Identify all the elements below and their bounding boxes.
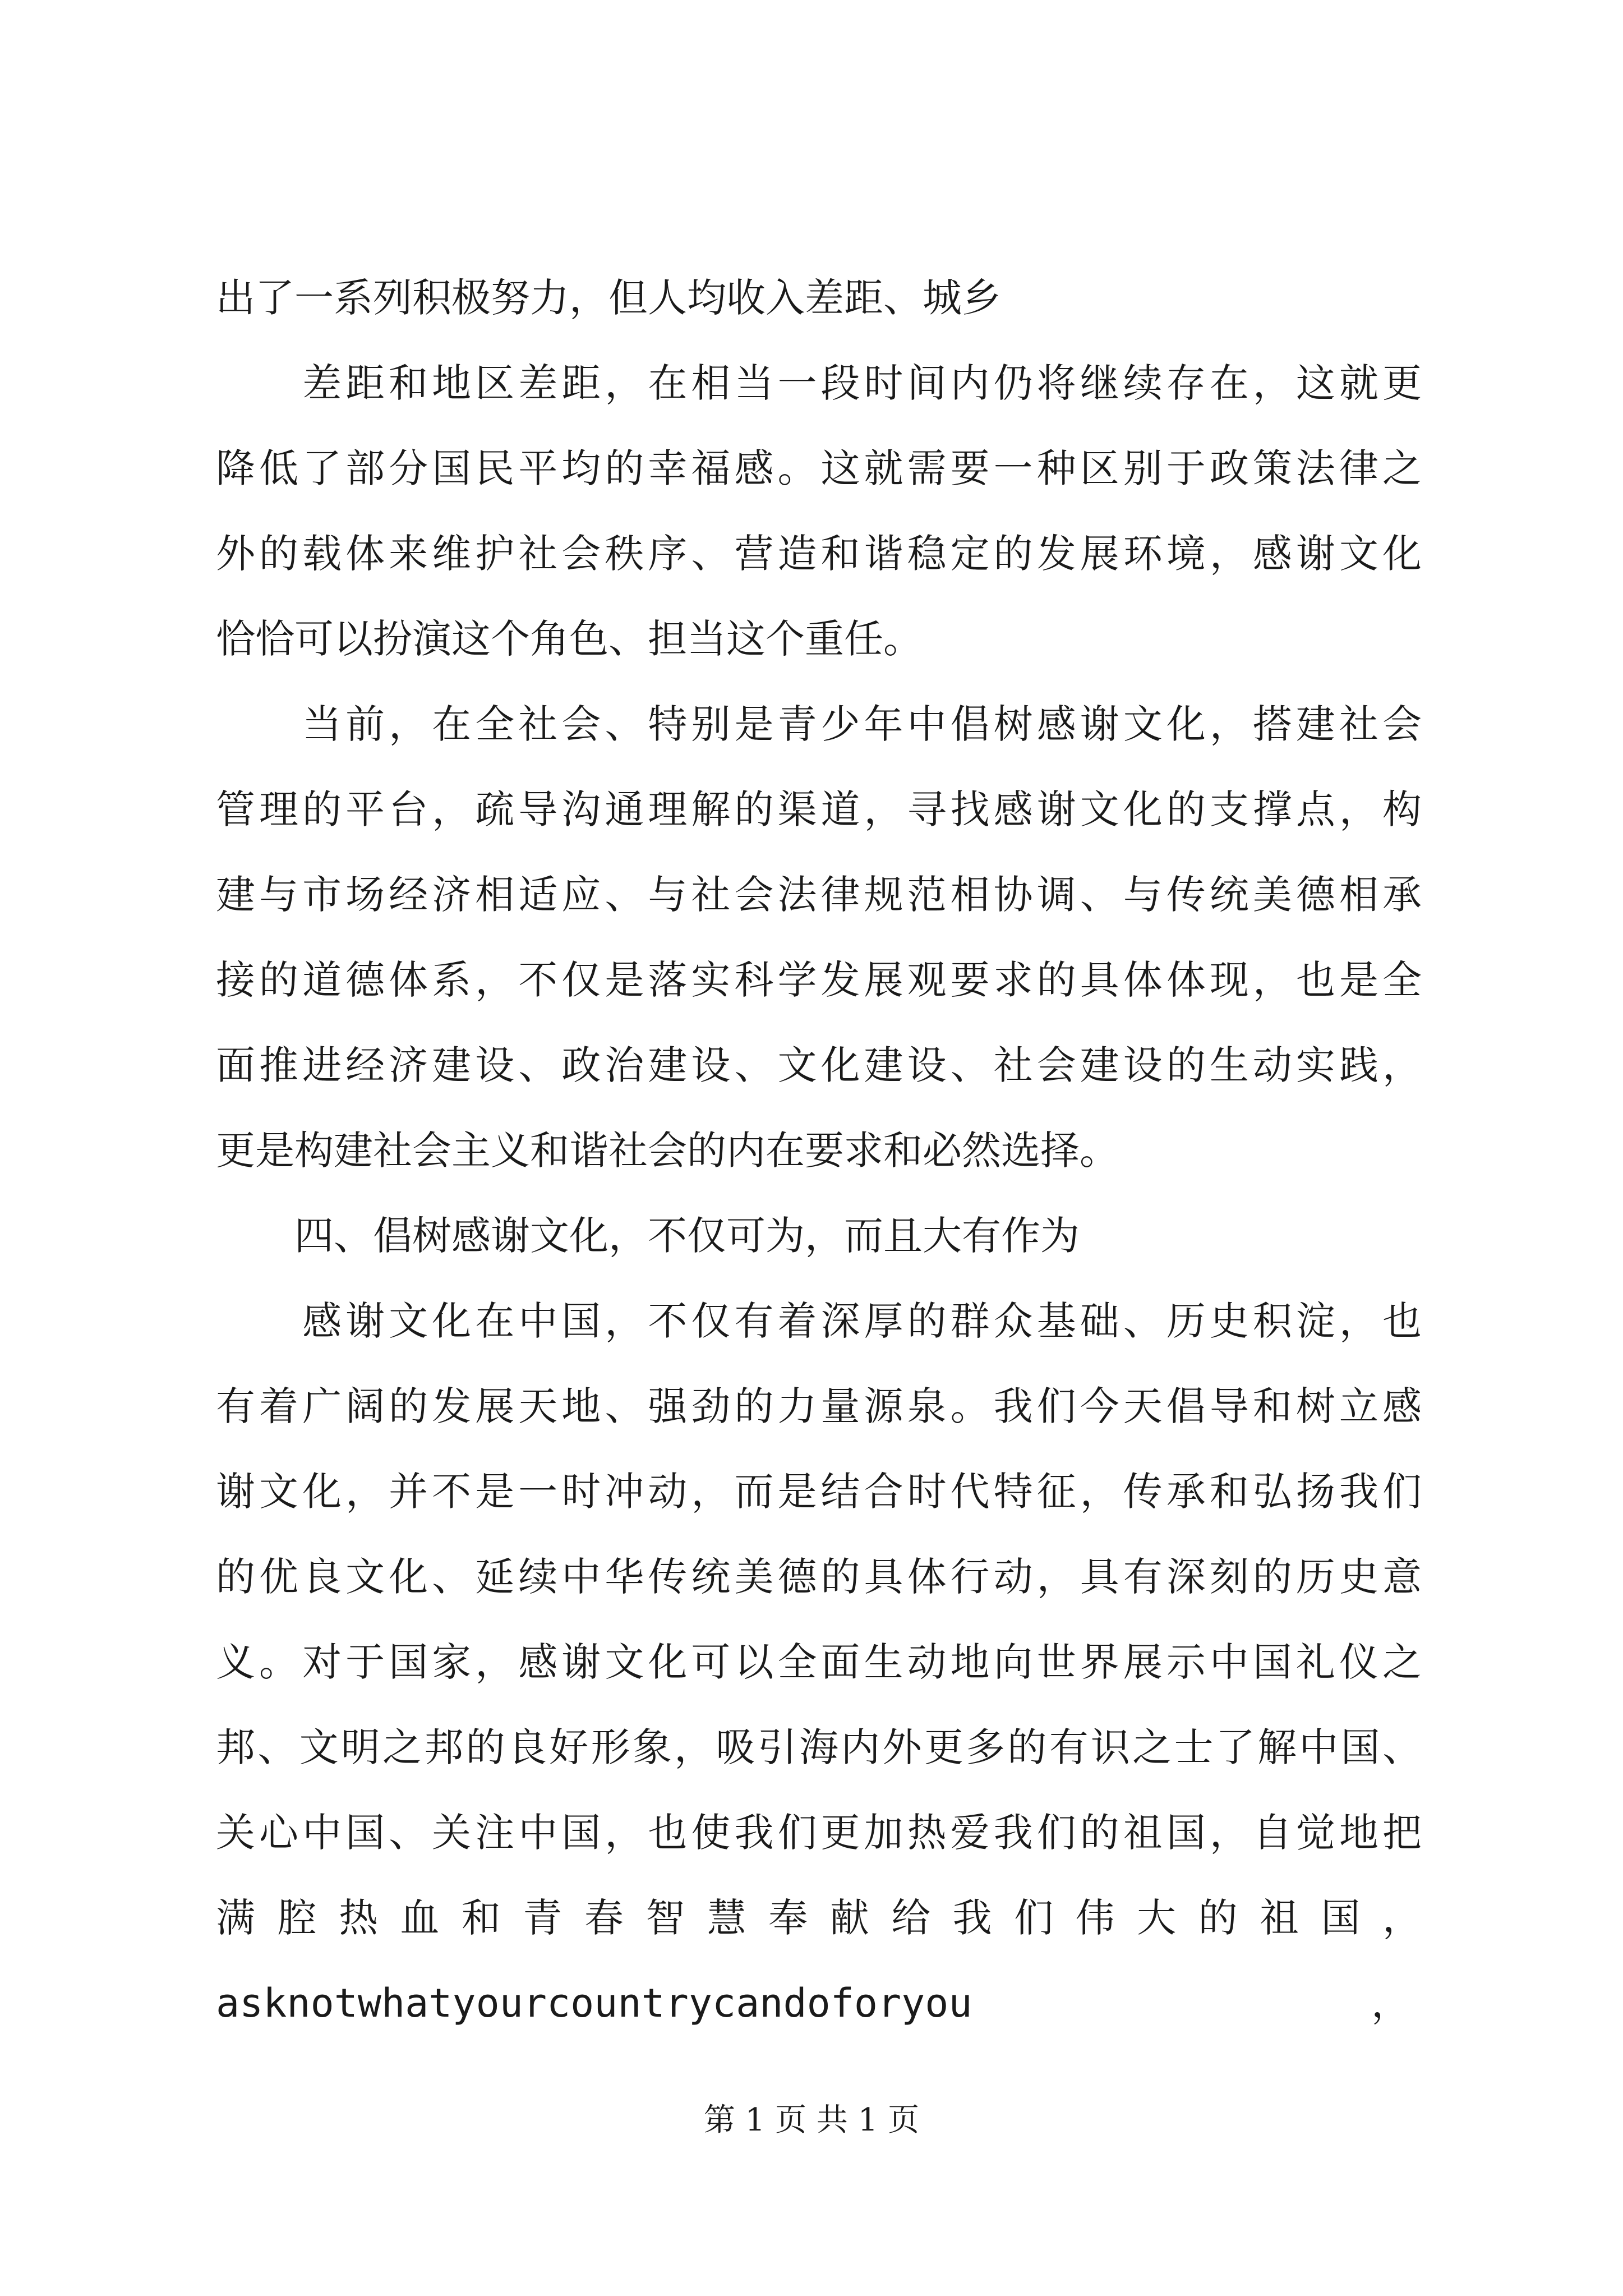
text-line: 降低了部分国民平均的幸福感。这就需要一种区别于政策法律之 [216, 445, 1422, 491]
page-footer: 第 1 页 共 1 页 [703, 2102, 920, 2138]
text-line: 外的载体来维护社会秩序、营造和谐稳定的发展环境，感谢文化 [216, 531, 1422, 577]
section-heading: 四、倡树感谢文化，不仅可为，而且大有作为 [216, 1213, 1080, 1259]
text-line: 面推进经济建设、政治建设、文化建设、社会建设的生动实践， [216, 1042, 1422, 1088]
text-line: 差距和地区差距，在相当一段时间内仍将继续存在，这就更 [216, 360, 1422, 406]
english-text: asknotwhatyourcountrycandoforyou [216, 1980, 972, 2026]
english-comma: ， [1371, 1980, 1410, 2026]
english-line [216, 1961, 1422, 2046]
text-line: 出了一系列积极努力，但人均收入差距、城乡 [216, 275, 1001, 321]
text-line: 谢文化，并不是一时冲动，而是结合时代特征，传承和弘扬我们 [216, 1469, 1422, 1515]
text-line: 义。对于国家，感谢文化可以全面生动地向世界展示中国礼仪之 [216, 1639, 1422, 1685]
text-line: 有着广阔的发展天地、强劲的力量源泉。我们今天倡导和树立感 [216, 1383, 1422, 1429]
text-line: 的优良文化、延续中华传统美德的具体行动，具有深刻的历史意 [216, 1554, 1422, 1600]
body-text [216, 255, 1422, 2046]
text-line: 更是构建社会主义和谐社会的内在要求和必然选择。 [216, 1128, 1119, 1174]
text-line: 恰恰可以扮演这个角色、担当这个重任。 [216, 616, 923, 662]
text-line: 感谢文化在中国，不仅有着深厚的群众基础、历史积淀，也 [216, 1298, 1422, 1344]
text-line: 关心中国、关注中国，也使我们更加热爱我们的祖国，自觉地把 [216, 1810, 1422, 1856]
text-line: 管理的平台，疏导沟通理解的渠道，寻找感谢文化的支撑点，构 [216, 786, 1422, 832]
text-line: 邦、文明之邦的良好形象，吸引海内外更多的有识之士了解中国、 [216, 1724, 1422, 1770]
text-line: 满腔热血和青春智慧奉献给我们伟大的祖国， [216, 1895, 1422, 1941]
text-line: 当前，在全社会、特别是青少年中倡树感谢文化，搭建社会 [216, 701, 1422, 747]
text-line: 建与市场经济相适应、与社会法律规范相协调、与传统美德相承 [216, 872, 1422, 918]
text-line: 接的道德体系，不仅是落实科学发展观要求的具体体现，也是全 [216, 957, 1422, 1003]
